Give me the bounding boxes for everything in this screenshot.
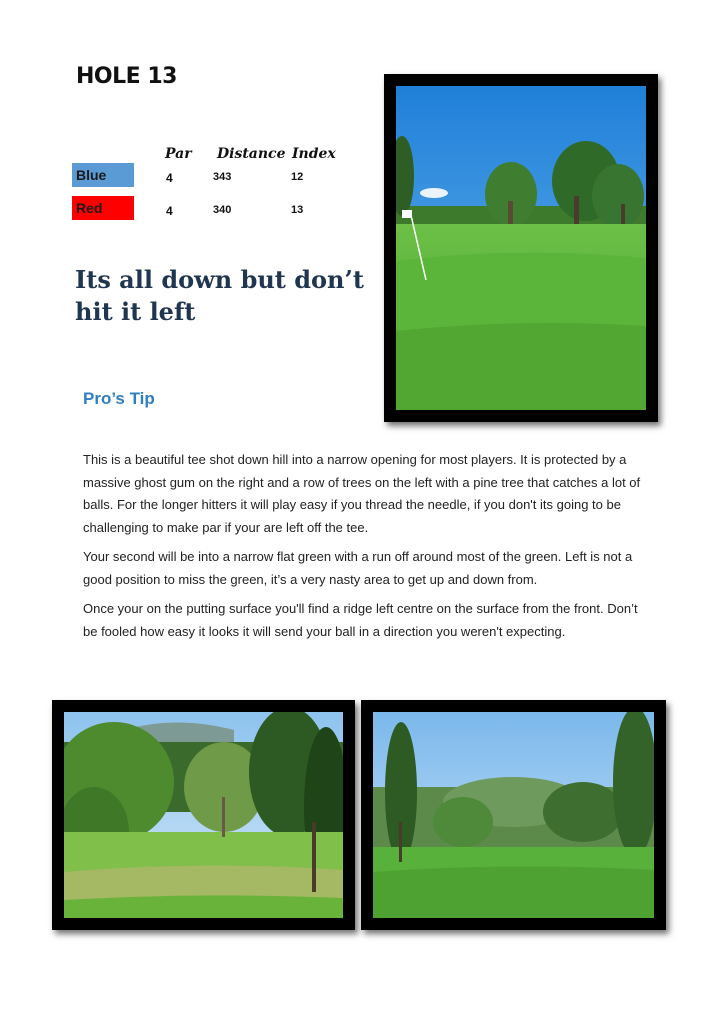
green-photo <box>396 86 646 410</box>
blue-par: 4 <box>166 171 173 185</box>
tee-label-red: Red <box>72 196 134 220</box>
approach-photo <box>373 712 654 918</box>
header-par: Par <box>165 146 192 162</box>
description-paragraph: This is a beautiful tee shot down hill into a narrow opening for most players. It is protected by a massive ghost gum on the right and a row of trees on the left with a pine tree that catches a lot of balls. For the longer hitters it will play easy if you thread the needle, if you don't its going to be challenging to make par if your are left off the tee. <box>83 452 641 535</box>
red-index: 13 <box>291 204 304 216</box>
pros-tip-heading: Pro’s Tip <box>83 389 155 408</box>
tee-label-blue: Blue <box>72 163 134 187</box>
red-distance: 340 <box>213 204 232 216</box>
hole-description <box>83 449 643 650</box>
green-photo-frame <box>384 74 658 422</box>
description-paragraph: Once your on the putting surface you'll find a ridge left centre on the surface from the front. Don’t be fooled how easy it looks it will send your ball in a direction you weren't expecting. <box>83 601 638 639</box>
hole-title: HOLE 13 <box>76 64 177 89</box>
blue-distance: 343 <box>213 171 232 183</box>
fairway-photo <box>64 712 343 918</box>
hole-tagline: Its all down but don’t hit it left <box>75 265 364 326</box>
description-paragraph: Your second will be into a narrow flat green with a run off around most of the green. Left is not a good position to miss the green, it’s a very nasty area to get up and down from. <box>83 549 633 587</box>
blue-index: 12 <box>291 171 304 183</box>
header-index: Index <box>292 146 336 162</box>
fairway-photo-frame <box>52 700 355 930</box>
header-distance: Distance <box>217 146 286 162</box>
red-par: 4 <box>166 204 173 218</box>
approach-photo-frame <box>361 700 666 930</box>
